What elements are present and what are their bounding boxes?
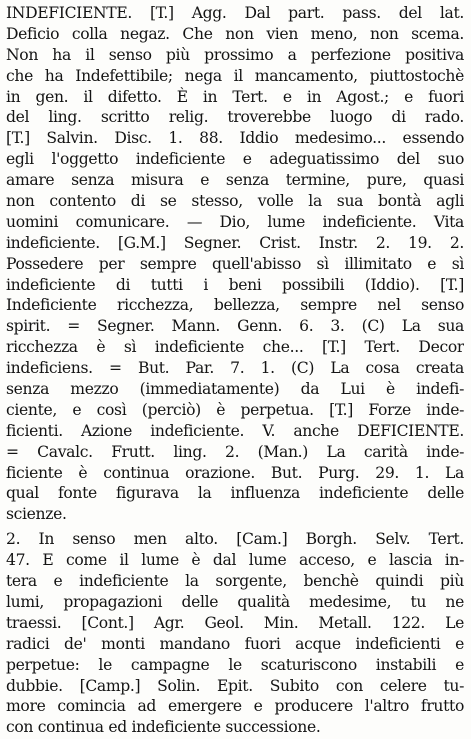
- text-line: del ling. scritto relig. troverebbe luogo di rado.: [6, 108, 464, 127]
- text-line: Deficio colla negaz. Che non vien meno, non scema.: [6, 24, 464, 43]
- text-line: Indeficiente ricchezza, bellezza, sempre nel senso: [6, 296, 464, 315]
- text-line: qual fonte figurava la influenza indeficiente delle: [6, 484, 464, 503]
- text-line: dubbie. [Camp.] Solin. Epit. Subito con celere tu-: [6, 676, 464, 695]
- entry-paragraph-1: [6, 3, 464, 525]
- text-line: indeficiens. = But. Par. 7. 1. (C) La cosa creata: [6, 359, 464, 378]
- text-line: perpetue: le campagne le scaturiscono instabili e: [6, 655, 464, 674]
- text-line: che ha Indefettibile; nega il mancamento, piuttostochè: [6, 66, 464, 85]
- text-line: egli l'oggetto indeficiente e adeguatissimo del suo: [6, 150, 464, 169]
- text-line: traessi. [Cont.] Agr. Geol. Min. Metall. 122. Le: [6, 613, 464, 632]
- text-line: non contento di se stesso, volle la sua bontà agli: [6, 192, 464, 211]
- text-line: radici de' monti mandano fuori acque indeficienti e: [6, 634, 464, 653]
- text-line: uomini comunicare. — Dio, lume indeficiente. Vita: [6, 212, 464, 231]
- text-line: in gen. il difetto. È in Tert. e in Agost.; e fuori: [6, 87, 464, 106]
- entry-paragraph-2: [6, 529, 464, 738]
- text-line: Possedere per sempre quell'abisso sì illimitato e sì: [6, 254, 464, 273]
- text-line: tera e indeficiente la sorgente, benchè quindi più: [6, 572, 464, 591]
- text-line: amare senza misura e senza termine, pure, quasi: [6, 171, 464, 190]
- text-line: 47. E come il lume è dal lume acceso, e lascia in-: [6, 551, 464, 570]
- text-line: INDEFICIENTE. [T.] Agg. Dal part. pass. del lat.: [6, 4, 464, 22]
- text-line: ficienti. Azione indeficiente. V. anche DEFICIENTE.: [6, 421, 464, 440]
- text-line: indeficiente. [G.M.] Segner. Crist. Instr. 2. 19. 2.: [6, 233, 464, 252]
- text-line: = Cavalc. Frutt. ling. 2. (Man.) La carità inde-: [6, 442, 464, 461]
- text-line: ciente, e così (perciò) è perpetua. [T.] Forze inde-: [6, 400, 464, 419]
- text-line: spirit. = Segner. Mann. Genn. 6. 3. (C) La sua: [6, 317, 464, 336]
- text-line: indeficiente di tutti i beni possibili (Iddio). [T.]: [6, 275, 464, 294]
- text-line: senza mezzo (immediatamente) da Lui è indefi-: [6, 380, 464, 399]
- text-line: con continua ed indeficiente successione.: [6, 718, 321, 737]
- text-line: lumi, propagazioni delle qualità medesime, tu ne: [6, 592, 464, 611]
- text-line: more comincia ad emergere e producere l'altro frutto: [6, 697, 464, 716]
- text-line: 2. In senso men alto. [Cam.] Borgh. Selv. Tert.: [6, 530, 464, 549]
- text-line: ficiente è continua orazione. But. Purg. 29. 1. La: [6, 463, 464, 482]
- entry-indeficiente: [6, 3, 464, 738]
- text-line: scienze.: [6, 505, 67, 524]
- text-line: ricchezza è sì indeficiente che... [T.] Tert. Decor: [6, 338, 464, 357]
- text-line: [T.] Salvin. Disc. 1. 88. Iddio medesimo... essendo: [6, 129, 464, 148]
- text-line: Non ha il senso più prossimo a perfezione positiva: [6, 45, 464, 64]
